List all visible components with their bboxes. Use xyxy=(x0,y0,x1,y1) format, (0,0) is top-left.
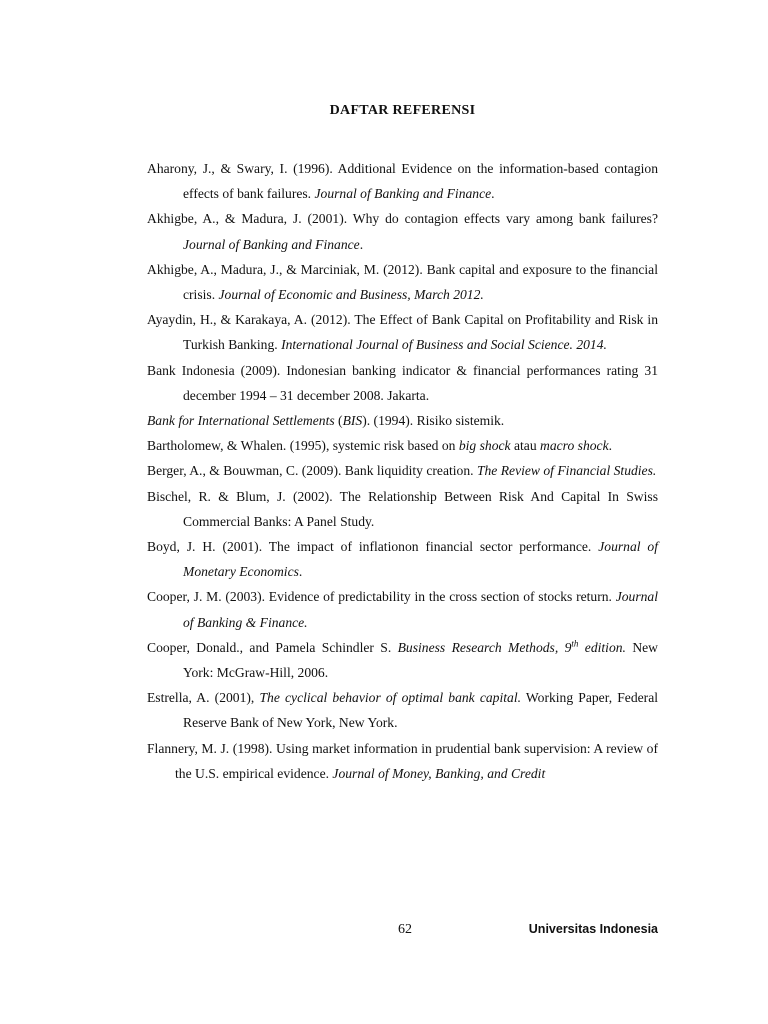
reference-text: Akhigbe, A., & Madura, J. (2001). Why do contagion effects vary among bank failures? xyxy=(147,211,658,227)
reference-text: Bischel, R. & Blum, J. (2002). The Relationship Between Risk And Capital In Swiss Commercial Banks: A Panel Study. xyxy=(147,488,658,529)
reference-entry xyxy=(147,635,658,685)
reference-text: Aharony, J., & Swary, I. (1996). Additional Evidence on the information-based contagion effects of bank failures. xyxy=(147,161,658,202)
reference-text: Cooper, J. M. (2003). Evidence of predictability in the cross section of stocks return. xyxy=(147,589,616,605)
reference-italic-text: Business Research Methods, 9 xyxy=(397,639,572,655)
reference-italic-text: Journal of Monetary Economics xyxy=(183,539,658,580)
reference-text: Akhigbe, A., Madura, J., & Marciniak, M. (2012). Bank capital and exposure to the financial crisis. xyxy=(147,261,658,303)
reference-entry xyxy=(147,685,658,735)
reference-italic-text: Journal of Money, Banking, and Credit xyxy=(332,765,546,781)
reference-text: Berger, A., & Bouwman, C. (2009). Bank liquidity creation. xyxy=(147,463,477,479)
reference-text: New York: McGraw-Hill, 2006. xyxy=(183,639,658,681)
reference-italic-text: th xyxy=(571,638,579,649)
reference-italic-text: macro shock xyxy=(540,438,609,454)
reference-italic-text: Bank for International Settlements xyxy=(147,413,335,429)
reference-text: Bank Indonesia (2009). Indonesian banking indicator & financial performances rating 31 december 1994 – 31 december 2008. Jakarta. xyxy=(147,362,658,403)
reference-entry xyxy=(147,156,658,206)
reference-text: Cooper, Donald., and Pamela Schindler S. xyxy=(147,639,398,655)
reference-text: . xyxy=(298,564,303,580)
reference-text: . xyxy=(608,438,613,454)
reference-entry xyxy=(147,307,658,357)
reference-text: . xyxy=(491,186,495,202)
reference-italic-text: big shock xyxy=(458,438,511,454)
reference-italic-text: The cyclical behavior of optimal bank capital. xyxy=(259,690,522,706)
reference-italic-text: Journal of Banking & Finance. xyxy=(183,589,658,630)
reference-italic-text: BIS xyxy=(342,413,363,429)
reference-text: ( xyxy=(334,413,343,429)
reference-text: Working Paper, Federal Reserve Bank of New York, New York. xyxy=(183,690,659,731)
reference-entry xyxy=(147,484,658,534)
reference-text: Flannery, M. J. (1998). Using market information in prudential bank supervision: A review of the U.S. empirical evidence. xyxy=(147,740,658,781)
reference-italic-text: International Journal of Business and Social Science. 2014. xyxy=(281,337,607,353)
reference-text: Bartholomew, & Whalen. (1995), systemic risk based on xyxy=(147,438,459,454)
reference-text: ). (1994). Risiko sistemik. xyxy=(362,413,505,429)
reference-text: Boyd, J. H. (2001). The impact of inflationon financial sector performance. xyxy=(147,539,599,555)
reference-entry xyxy=(147,458,658,483)
reference-entry xyxy=(147,358,658,408)
reference-italic-text: edition. xyxy=(578,639,626,655)
reference-italic-text: Journal of Banking and Finance xyxy=(314,186,492,202)
reference-italic-text: Journal of Banking and Finance xyxy=(183,236,360,252)
reference-entry xyxy=(147,736,658,786)
page-number: 62 xyxy=(398,922,412,937)
reference-entry xyxy=(147,534,658,584)
institution-name: Universitas Indonesia xyxy=(528,922,658,936)
reference-entry xyxy=(147,433,658,458)
reference-text: atau xyxy=(510,438,541,454)
page-title: DAFTAR REFERENSI xyxy=(329,103,476,118)
reference-italic-text: The Review of Financial Studies. xyxy=(476,463,657,479)
reference-list xyxy=(147,156,658,786)
reference-entry xyxy=(147,257,658,307)
reference-text: . xyxy=(359,236,364,252)
reference-entry xyxy=(147,584,658,634)
reference-italic-text: Journal of Economic and Business, March 2012. xyxy=(218,287,484,303)
reference-entry xyxy=(147,408,658,433)
reference-text: Estrella, A. (2001), xyxy=(147,690,260,706)
reference-text: Ayaydin, H., & Karakaya, A. (2012). The Effect of Bank Capital on Profitability and Risk in Turkish Banking. xyxy=(147,312,658,353)
reference-entry xyxy=(147,206,658,256)
